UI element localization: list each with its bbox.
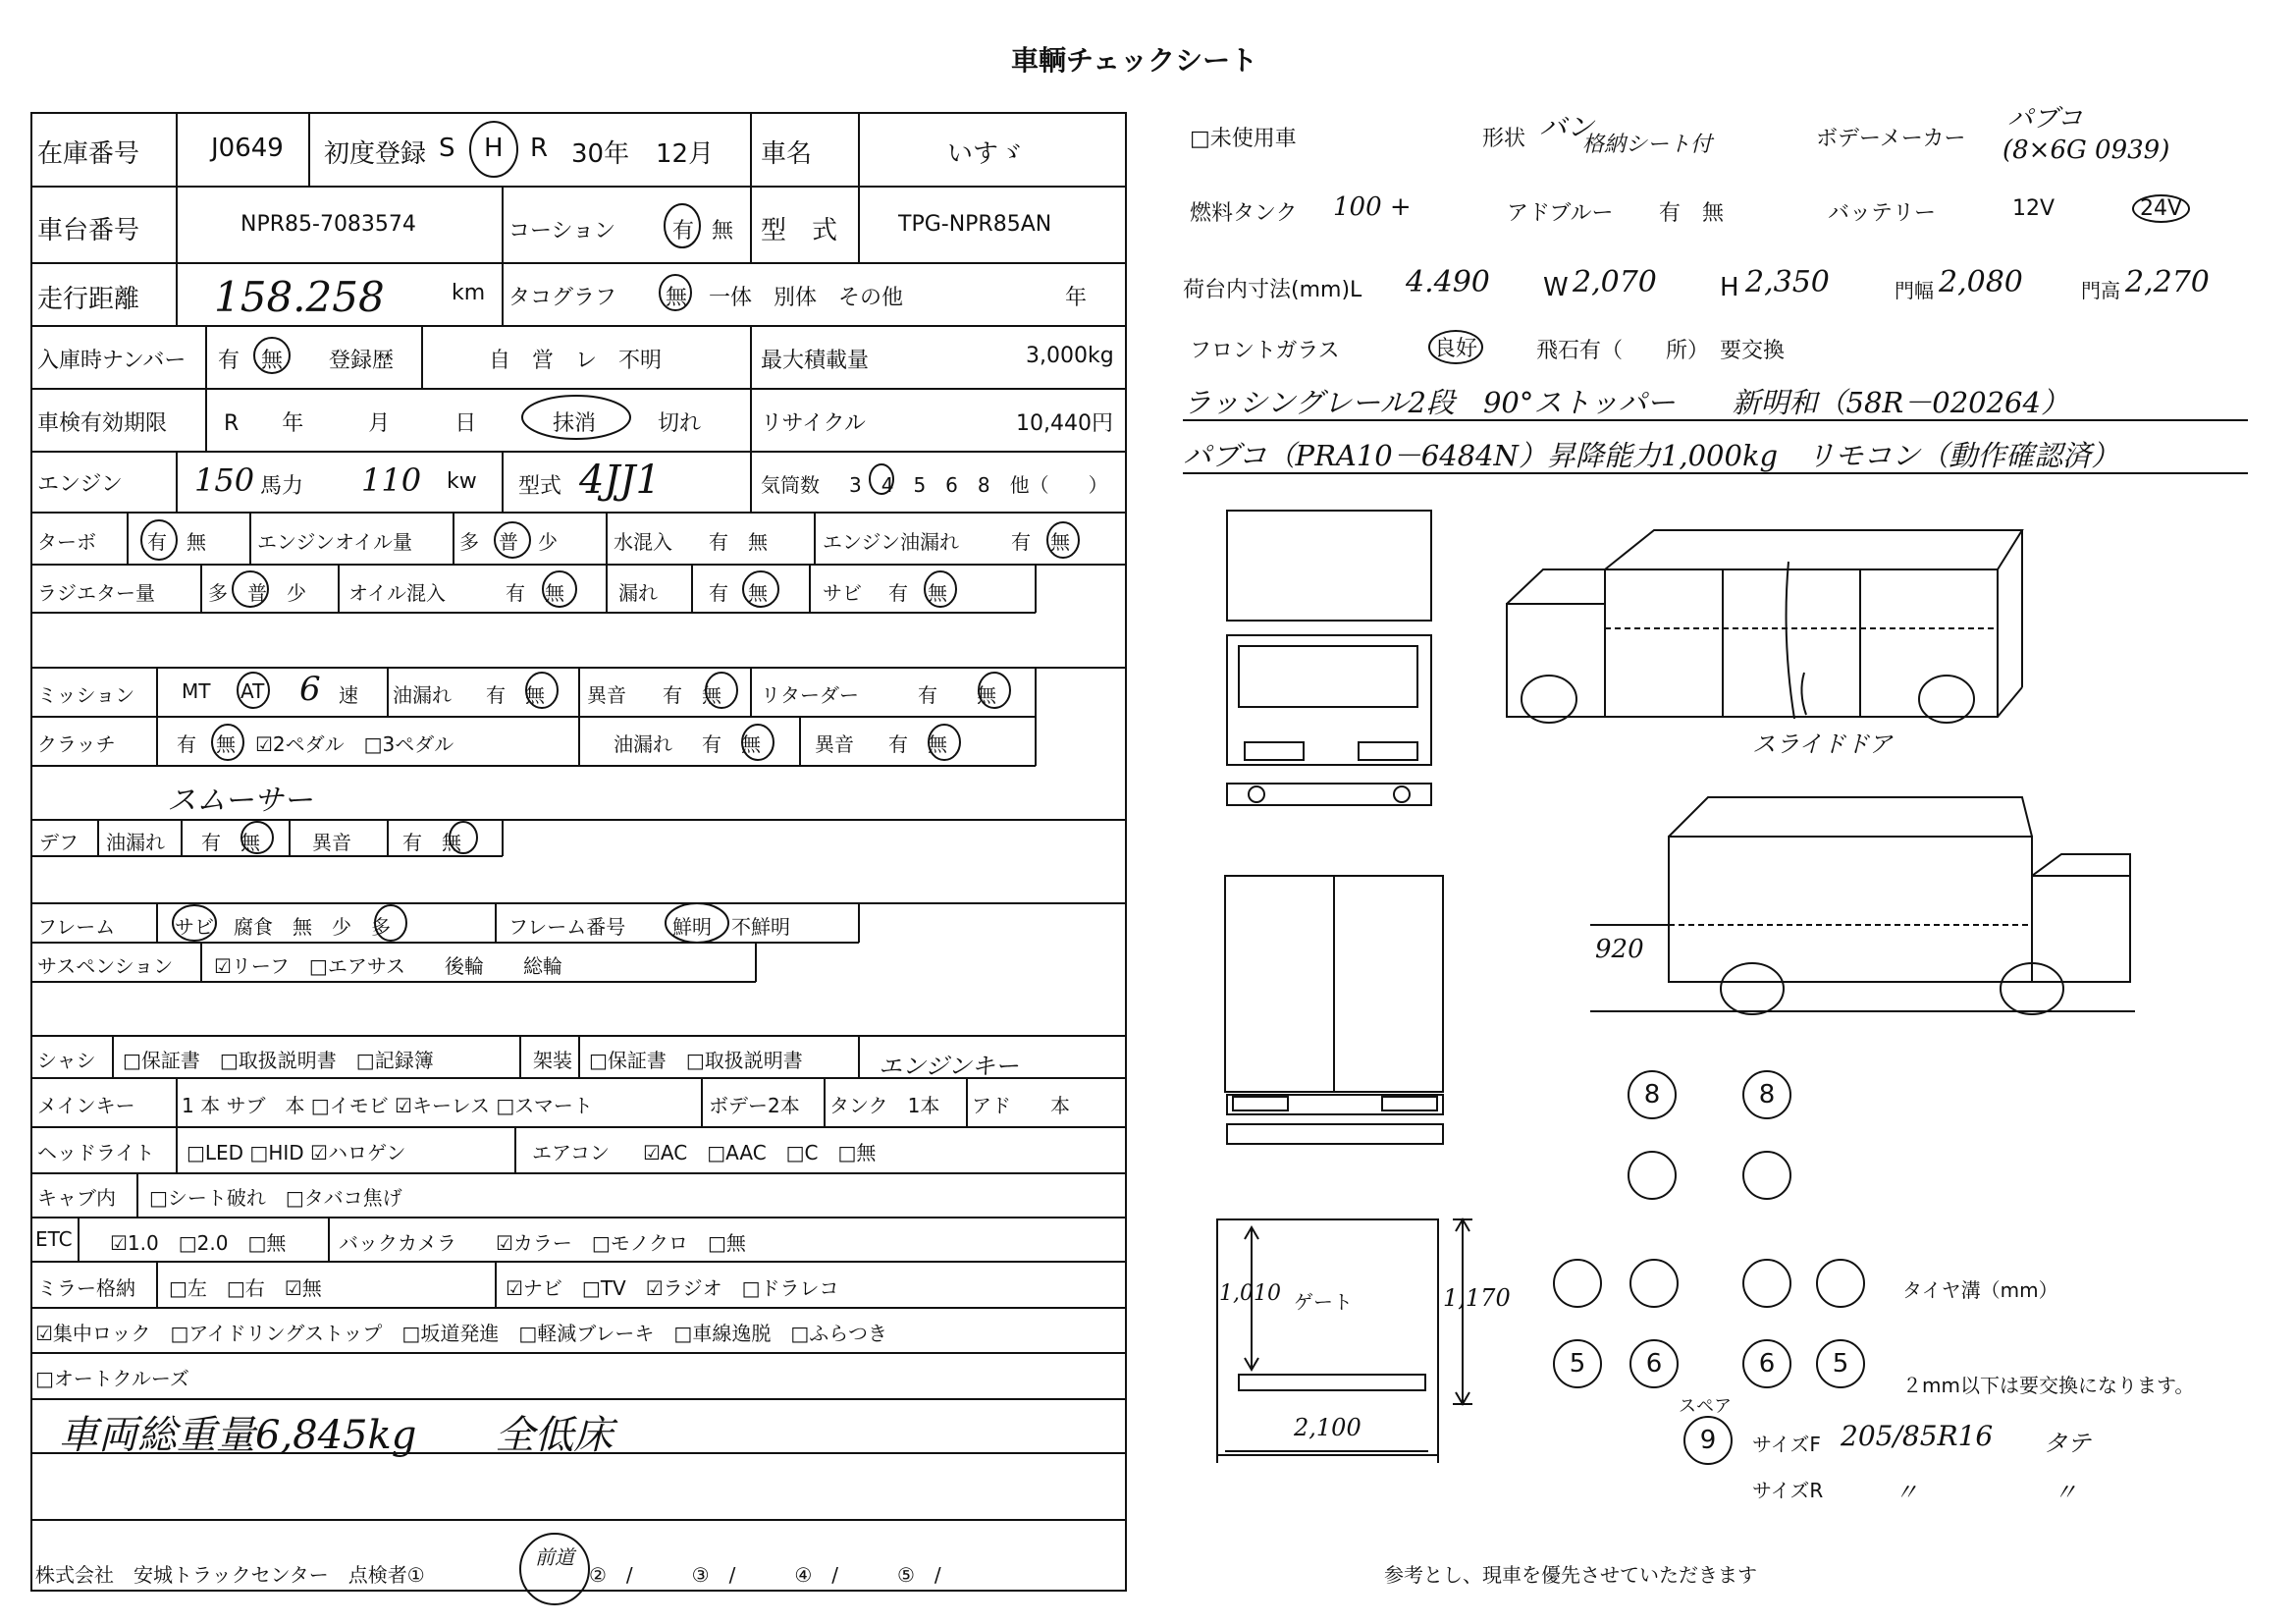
engine-label: エンジン xyxy=(37,472,123,497)
mission-at: AT xyxy=(240,679,265,703)
reference-note: 参考とし、現車を優先させていただきます xyxy=(1384,1563,1757,1587)
front-glass-good: 良好 xyxy=(1428,330,1483,364)
mirror-options: □左 □右 ☑無 xyxy=(169,1276,322,1300)
water-mix-label: 水混入 xyxy=(614,530,672,554)
car-name: いすゞ xyxy=(947,139,1025,169)
tacho-year: 年 xyxy=(1065,286,1088,310)
tank-key: タンク 1本 xyxy=(829,1094,940,1117)
tire-rear-3: 6 xyxy=(1742,1339,1791,1388)
equipment-note-1: ラッシングレール2段 90°ストッパー 新明和（58R－020264） xyxy=(1183,386,2069,419)
chassis-label: 車台番号 xyxy=(37,216,140,245)
chassis-docs-label: シャシ xyxy=(37,1049,96,1072)
chassis-docs-options: □保証書 □取扱説明書 □記録簿 xyxy=(123,1049,434,1072)
recycle-label: リサイクル xyxy=(761,411,866,436)
plate-options: 有 無 xyxy=(218,349,284,373)
battery-label: バッテリー xyxy=(1828,201,1937,226)
frame-number-label: フレーム番号 xyxy=(508,915,626,939)
floor-height: 920 xyxy=(1595,935,1644,964)
cab-label: キャブ内 xyxy=(37,1186,116,1210)
engine-key-note: エンジンキー xyxy=(879,1053,1019,1080)
leak-options: 有 無 xyxy=(709,581,768,605)
clutch-options: 有 無 ☑2ペダル □3ペダル xyxy=(177,732,454,756)
inspector-slots: ② / ③ / ④ / ⑤ / xyxy=(589,1563,941,1587)
adblue-label: アドブルー xyxy=(1507,201,1614,226)
dims-h-label: H xyxy=(1720,273,1739,302)
retarder-options: 有 無 xyxy=(918,683,996,707)
front-glass-label: フロントガラス xyxy=(1190,339,1340,363)
chassis-number: NPR85-7083574 xyxy=(240,212,416,237)
gate-label: ゲート xyxy=(1294,1290,1353,1314)
tire-front-left: 8 xyxy=(1628,1070,1677,1119)
diff-noise-label: 異音 xyxy=(312,831,351,854)
tacho-label: タコグラフ xyxy=(508,286,617,310)
oil-mix-options: 有 無 xyxy=(506,581,564,605)
frame-label: フレーム xyxy=(37,915,116,939)
spare-label: スペア xyxy=(1679,1396,1732,1417)
tacho-options: 無 一体 別体 その他 xyxy=(666,286,904,310)
main-key-label: メインキー xyxy=(37,1094,135,1117)
diff-leak-options: 有 無 xyxy=(201,831,260,854)
plate-label: 入庫時ナンバー xyxy=(37,349,187,373)
diff-noise-options: 有 無 xyxy=(402,831,461,854)
tire-front-right: 8 xyxy=(1742,1070,1791,1119)
horsepower-unit: 馬力 xyxy=(260,474,304,499)
kw-value: 110 xyxy=(361,461,422,499)
body-maker-label: ボデーメーカー xyxy=(1816,127,1966,151)
tire-row3-1 xyxy=(1553,1259,1602,1308)
tire-row2-left xyxy=(1628,1151,1677,1200)
clutch-leak-options: 有 無 xyxy=(702,732,761,756)
door-width: 2,080 xyxy=(1939,265,2023,299)
etc-options: ☑1.0 □2.0 □無 xyxy=(110,1231,287,1255)
equipment-note-2: パブコ（PRA10－6484N）昇降能力1,000kg リモコン（動作確認済） xyxy=(1183,439,2120,472)
gate-height-1: 1,010 xyxy=(1219,1281,1281,1306)
gate-height-2: 1,170 xyxy=(1443,1284,1511,1312)
size-front-note: タテ xyxy=(2044,1430,2091,1457)
suspension-options: ☑リーフ □エアサス 後輪 総輪 xyxy=(214,954,563,978)
tire-row3-3 xyxy=(1742,1259,1791,1308)
horsepower-value: 150 xyxy=(194,461,255,499)
back-camera-options: ☑カラー □モノクロ □無 xyxy=(496,1231,746,1255)
rust-options: 有 無 xyxy=(888,581,947,605)
fuel-label: 燃料タンク xyxy=(1190,201,1298,226)
kw-unit: kw xyxy=(447,469,477,494)
mission-noise-label: 異音 xyxy=(587,683,626,707)
body-docs-options: □保証書 □取扱説明書 xyxy=(589,1049,803,1072)
dims-w-label: W xyxy=(1543,273,1569,302)
equipment-options: ☑集中ロック □アイドリングストップ □坂道発進 □軽減ブレーキ □車線逸脱 □ふらつき xyxy=(35,1322,888,1345)
suspension-label: サスペンション xyxy=(37,954,174,978)
slide-door-label: スライドドア xyxy=(1752,731,1893,758)
body-docs-label: 架装 xyxy=(533,1049,572,1072)
battery-24v: 24V xyxy=(2132,194,2190,223)
smoother-note: スムーサー xyxy=(167,784,313,818)
tire-row3-2 xyxy=(1629,1259,1679,1308)
tire-rear-1: 5 xyxy=(1553,1339,1602,1388)
recycle-value: 10,440円 xyxy=(1016,411,1113,436)
dims-length: 4.490 xyxy=(1406,265,1490,299)
tire-row2-right xyxy=(1742,1151,1791,1200)
windshield-shape xyxy=(1227,511,1431,621)
cylinder-label: 気筒数 xyxy=(761,473,820,497)
turbo-label: ターボ xyxy=(37,530,96,554)
cylinder-options: 3 4 5 6 8 他（ ） xyxy=(849,473,1108,497)
mileage-unit: km xyxy=(452,281,486,305)
body-key: ボデー2本 xyxy=(709,1094,800,1117)
history-options: 自 営 レ 不明 xyxy=(489,349,663,373)
door-height: 2,270 xyxy=(2125,265,2210,299)
engine-type-label: 型式 xyxy=(518,474,562,499)
front-glass-options: 飛石有（ 所） 要交換 xyxy=(1536,339,1786,363)
size-rear-note: 〃 xyxy=(2054,1479,2077,1506)
cab-options: □シート破れ □タバコ焦げ xyxy=(149,1186,402,1210)
side-view-body-2 xyxy=(1669,837,2032,982)
stock-label: 在庫番号 xyxy=(37,139,140,169)
dims-label: 荷台内寸法(mm)L xyxy=(1183,278,1362,302)
history-label: 登録歴 xyxy=(329,349,395,373)
adblue-options: 有 無 xyxy=(1659,201,1725,226)
car-name-label: 車名 xyxy=(761,139,813,169)
mission-leak-label: 油漏れ xyxy=(393,683,452,707)
nav-options: ☑ナビ □TV ☑ラジオ □ドラレコ xyxy=(506,1276,839,1300)
size-rear: 〃 xyxy=(1895,1479,1918,1506)
engine-oil-leak-options: 有 無 xyxy=(1011,530,1070,554)
inspection-date: R 年 月 日 xyxy=(224,411,477,436)
gross-weight-note: 車両総重量6,845kg 全低床 xyxy=(59,1413,614,1458)
main-key-options: 1 本 サブ 本 □イモビ ☑キーレス □スマート xyxy=(182,1094,593,1117)
era-s: S xyxy=(439,134,455,163)
model-value: TPG-NPR85AN xyxy=(898,212,1052,237)
diff-leak-label: 油漏れ xyxy=(106,831,165,854)
inspector-name: 前道 xyxy=(535,1545,574,1569)
mission-mt: MT xyxy=(182,679,211,703)
reg-year: 30年 xyxy=(571,139,630,169)
engine-oil-leak-label: エンジン油漏れ xyxy=(823,530,959,554)
mirror-label: ミラー格納 xyxy=(37,1276,135,1300)
model-label: 型 式 xyxy=(761,216,838,245)
engine-type-value: 4JJ1 xyxy=(579,458,661,503)
size-front-label: サイズF xyxy=(1752,1433,1821,1456)
mission-speed: 6 xyxy=(299,670,321,709)
inspection-label: 車検有効期限 xyxy=(37,411,168,436)
leak-label: 漏れ xyxy=(618,581,658,605)
dims-height: 2,350 xyxy=(1745,265,1830,299)
mileage-value: 158.258 xyxy=(214,273,385,321)
oil-mix-label: オイル混入 xyxy=(348,581,446,605)
water-mix-options: 有 無 xyxy=(709,530,768,554)
radiator-options: 多 普 少 xyxy=(208,581,306,605)
tire-rear-2: 6 xyxy=(1629,1339,1679,1388)
rust-label: サビ xyxy=(823,581,862,605)
cruise-options: □オートクルーズ xyxy=(35,1367,189,1390)
clutch-leak-label: 油漏れ xyxy=(614,732,672,756)
mission-speed-unit: 速 xyxy=(339,683,358,707)
tire-spare: 9 xyxy=(1683,1416,1733,1465)
body-maker-no: (8×6G 0939) xyxy=(2002,135,2170,165)
mission-label: ミッション xyxy=(37,683,135,707)
diff-label: デフ xyxy=(39,831,79,854)
radiator-label: ラジエター量 xyxy=(37,581,155,605)
era-r: R xyxy=(530,134,549,163)
door-width-label: 門幅 xyxy=(1895,279,1934,302)
coating-yes: 有 xyxy=(672,219,695,244)
headlight-label: ヘッドライト xyxy=(37,1141,155,1164)
clutch-label: クラッチ xyxy=(37,732,116,756)
door-height-label: 門高 xyxy=(2081,279,2120,302)
retarder-label: リターダー xyxy=(761,683,859,707)
max-load-value: 3,000kg xyxy=(1026,344,1114,368)
clutch-noise-label: 異音 xyxy=(815,732,854,756)
shape-value: バン xyxy=(1539,111,1595,143)
reg-month: 12月 xyxy=(656,139,715,169)
tread-note: ２mm以下は要交換になります。 xyxy=(1902,1374,2195,1397)
front-panel-shape xyxy=(1227,635,1431,765)
mission-leak-options: 有 無 xyxy=(486,683,545,707)
shape-label: 形状 xyxy=(1482,127,1526,151)
battery-12v: 12V xyxy=(2012,196,2056,221)
era-h: H xyxy=(484,134,504,163)
size-rear-label: サイズR xyxy=(1752,1479,1824,1502)
mission-noise-options: 有 無 xyxy=(663,683,721,707)
oil-amount-label: エンジンオイル量 xyxy=(257,530,412,554)
headlight-options: □LED □HID ☑ハロゲン xyxy=(187,1141,406,1164)
back-camera-label: バックカメラ xyxy=(339,1231,456,1255)
aircon-label: エアコン xyxy=(532,1141,610,1164)
tread-label: タイヤ溝（mm） xyxy=(1902,1278,2058,1302)
page-title: 車輌チェックシート xyxy=(1011,44,1258,77)
unused-checkbox: □未使用車 xyxy=(1190,127,1297,151)
truck-diagrams xyxy=(1178,491,2258,1473)
first-reg-label: 初度登録 xyxy=(324,139,427,169)
ad-key: アド 本 xyxy=(972,1094,1070,1117)
size-front: 205/85R16 xyxy=(1841,1420,1994,1452)
inspection-expired: 切れ xyxy=(658,411,702,436)
shape-sub: 格納シート付 xyxy=(1582,133,1713,157)
stock-number: J0649 xyxy=(211,134,284,163)
inspection-cancelled: 抹消 xyxy=(553,411,597,436)
aircon-options: ☑AC □AAC □C □無 xyxy=(643,1141,877,1164)
gate-width: 2,100 xyxy=(1294,1414,1362,1441)
clutch-noise-options: 有 無 xyxy=(888,732,947,756)
tire-rear-4: 5 xyxy=(1816,1339,1865,1388)
max-load-label: 最大積載量 xyxy=(761,349,870,373)
coating-no: 無 xyxy=(712,219,734,244)
coating-label: コーション xyxy=(508,219,616,244)
company-inspector: 株式会社 安城トラックセンター 点検者① xyxy=(35,1563,425,1587)
frame-options: サビ 腐食 無 少 多 xyxy=(175,915,391,939)
dims-width: 2,070 xyxy=(1573,265,1657,299)
fuel-value: 100 + xyxy=(1333,192,1412,222)
mileage-label: 走行距離 xyxy=(37,285,140,314)
tire-row3-4 xyxy=(1816,1259,1865,1308)
turbo-options: 有 無 xyxy=(147,530,206,554)
body-maker: パブコ xyxy=(2007,104,2083,134)
frame-number-options: 鮮明 不鮮明 xyxy=(672,915,790,939)
oil-amount-options: 多 普 少 xyxy=(459,530,558,554)
etc-label: ETC xyxy=(35,1227,73,1251)
